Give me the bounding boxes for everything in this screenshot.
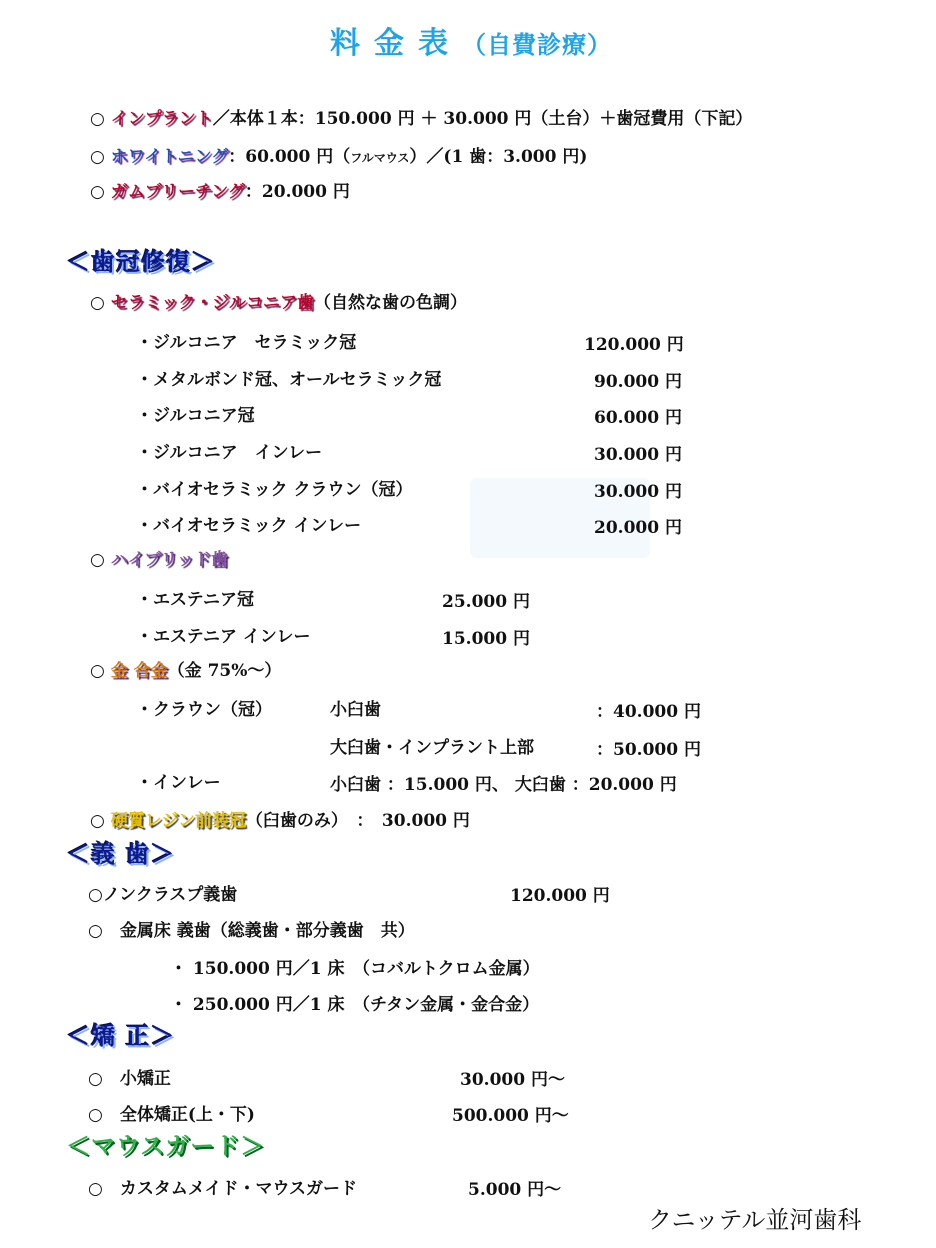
bullet-circle: ○ [90, 661, 105, 681]
bullet-circle: ○ [90, 182, 105, 202]
price-row-value: 15.000 円 [442, 629, 530, 649]
bullet-circle: ○ [90, 293, 105, 313]
ceramic-heading [90, 288, 467, 313]
ceramic-label: セラミック・ジルコニア歯 [110, 293, 315, 313]
metal-denture-row: ・ 150.000 円／1 床 （コバルトクロム金属） [170, 959, 540, 979]
price-row-label: ・バイオセラミック クラウン（冠） [136, 480, 413, 500]
title-sub: （自費診療） [462, 31, 612, 59]
ceramic-note: （自然な歯の色調） [314, 293, 468, 313]
ortho-row-label: ○ 全体矯正(上・下) [88, 1105, 255, 1125]
price-row-value: 60.000 円 [594, 408, 682, 428]
gold-heading [90, 656, 281, 681]
price-row-value: 90.000 円 [594, 372, 682, 392]
gold-crown-premolar-price: ：40.000 円 [596, 702, 701, 722]
gold-crown-premolar: 小臼歯 [330, 700, 381, 720]
section-ortho-heading: ＜矯 正＞ [66, 1022, 176, 1050]
metal-denture-label: ○ 金属床 義歯（総義歯・部分義歯 共） [88, 921, 415, 941]
section-denture-heading: ＜義 歯＞ [66, 840, 176, 868]
whitening-per-tooth: ）／(1 歯：3.000 円) [409, 147, 588, 167]
hybrid-heading [90, 545, 228, 570]
whitening-line [90, 142, 587, 167]
gum-bleaching-price: ：20.000 円 [244, 182, 350, 202]
price-row-label: ・ジルコニア冠 [136, 406, 255, 426]
nonclasp-label: ○ノンクラスプ義歯 [88, 885, 238, 905]
gold-inlay-label: ・インレー [136, 773, 221, 793]
bullet-circle: ○ [90, 109, 105, 129]
price-row-value: 20.000 円 [594, 518, 682, 538]
nonclasp-price: 120.000 円 [510, 886, 610, 906]
price-row-label: ・エステニア冠 [136, 590, 254, 610]
ortho-row-label: ○ 小矯正 [88, 1069, 171, 1089]
price-row-value: 120.000 円 [584, 335, 684, 355]
price-row-label: ・バイオセラミック インレー [136, 516, 362, 536]
implant-label: インプラント [110, 109, 213, 129]
gold-inlay-prices: 小臼歯 ：15.000 円、 大臼歯 ：20.000 円 [330, 775, 677, 795]
gum-bleaching-line [90, 177, 350, 202]
bullet-circle: ○ [90, 147, 105, 167]
implant-price: ／本体１本：150.000 円 ＋ 30.000 円（土台）＋歯冠費用（下記） [212, 109, 753, 129]
gum-bleaching-label: ガムブリーチング [110, 182, 245, 202]
resin-line [90, 806, 470, 831]
ortho-row-price: 500.000 円～ [452, 1106, 569, 1126]
section-mouthguard-heading: ＜マウスガード＞ [66, 1132, 266, 1160]
gold-crown-molar-price: ：50.000 円 [596, 740, 701, 760]
price-row-value: 25.000 円 [442, 592, 530, 612]
resin-price: （臼歯のみ） ： 30.000 円 [245, 811, 470, 831]
price-row-label: ・ジルコニア インレー [136, 443, 323, 463]
mouthguard-label: ○ カスタムメイド・マウスガード [88, 1179, 357, 1199]
price-row-label: ・エステニア インレー [136, 627, 311, 647]
gold-note: （金 75%～） [167, 661, 282, 681]
whitening-label: ホワイトニング [110, 147, 229, 167]
section-crown-heading: ＜歯冠修復＞ [66, 248, 216, 276]
implant-line [90, 104, 752, 129]
bullet-circle: ○ [90, 550, 105, 570]
gold-crown-label: ・クラウン（冠） [136, 700, 272, 720]
whitening-fullmouth: フルマウス [350, 151, 410, 165]
price-row-label: ・ジルコニア セラミック冠 [136, 333, 357, 353]
clinic-name: クニッテル並河歯科 [648, 1206, 862, 1234]
whitening-price: ：60.000 円（ [228, 147, 351, 167]
price-row-value: 30.000 円 [594, 445, 682, 465]
mouthguard-price: 5.000 円～ [468, 1180, 562, 1200]
ortho-row-price: 30.000 円～ [460, 1070, 565, 1090]
title-main: 料金表 [330, 26, 462, 61]
bullet-circle: ○ [90, 811, 105, 831]
price-row-label: ・メタルボンド冠、オールセラミック冠 [136, 370, 442, 390]
gold-label: 金 合金 [110, 661, 168, 681]
hybrid-label: ハイブリッド歯 [110, 550, 228, 570]
gold-crown-molar: 大臼歯・インプラント上部 [330, 738, 534, 758]
metal-denture-row: ・ 250.000 円／1 床 （チタン金属・金合金） [170, 995, 540, 1015]
page-title [330, 18, 612, 62]
resin-label: 硬質レジン前装冠 [110, 811, 246, 831]
price-row-value: 30.000 円 [594, 482, 682, 502]
